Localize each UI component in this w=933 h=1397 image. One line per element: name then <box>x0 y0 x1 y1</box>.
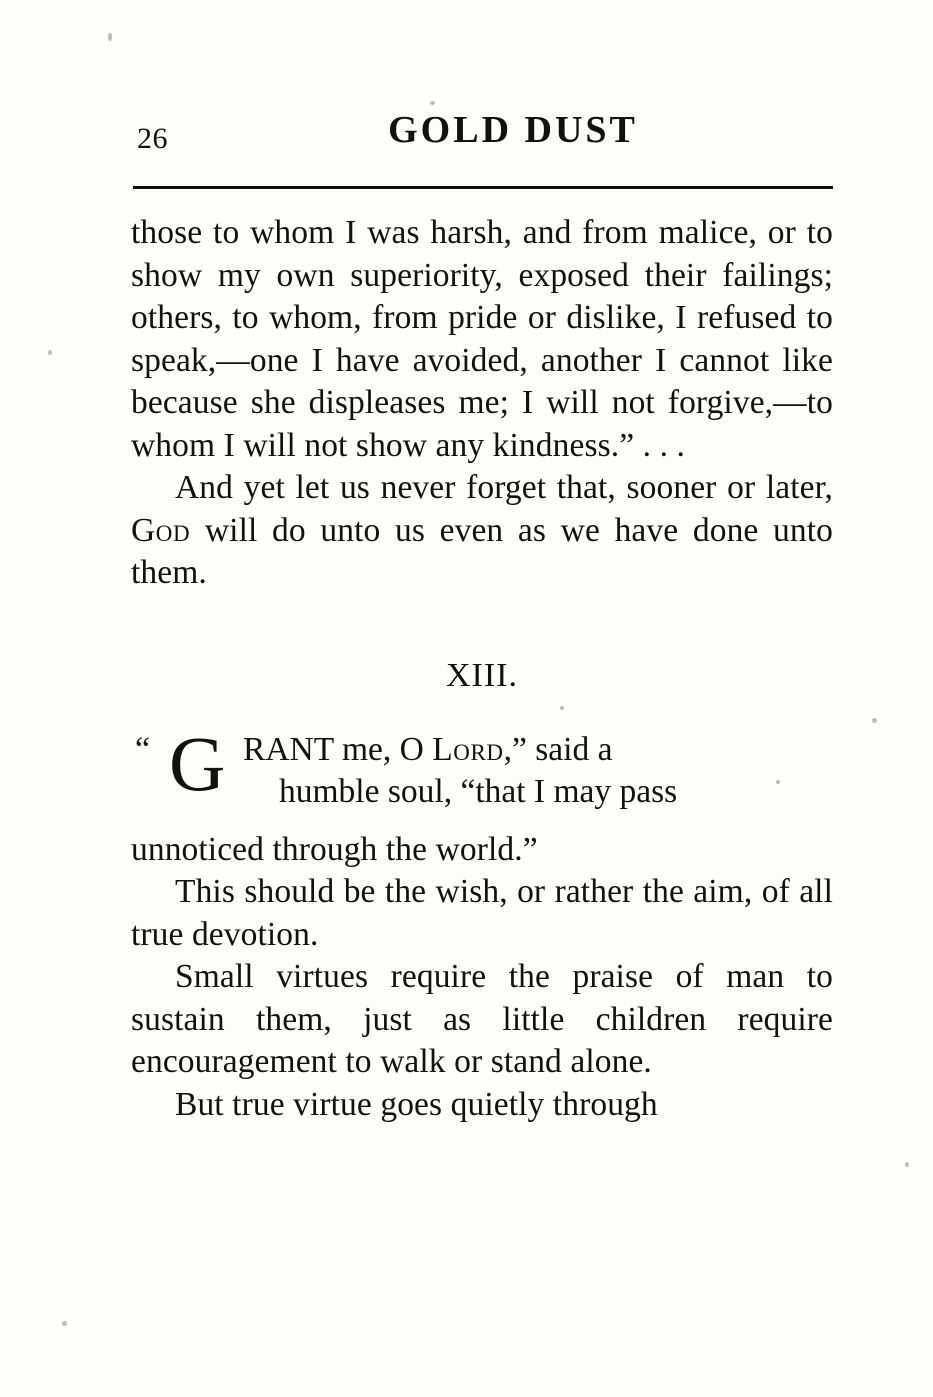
paper-speck <box>905 1162 909 1167</box>
drop-cap-letter: G <box>169 719 226 807</box>
paragraph-continued: those to whom I was harsh, and from malice, or to show my own superiority, exposed their failings; others, to whom, from pride or dislike, I refused to speak,—one I have avoided, another I cannot like because she displeases me; I will not forgive,—to whom I will not show any kindness.” . . . <box>131 214 833 464</box>
dropcap-block <box>131 719 833 825</box>
page-header <box>133 108 833 164</box>
opening-quotation-mark: “ <box>135 730 151 768</box>
small-caps-lord: Lord <box>432 730 504 768</box>
paper-speck <box>62 1321 67 1326</box>
running-title: GOLD DUST <box>388 109 638 151</box>
small-caps-god: God <box>131 511 191 549</box>
page-number: 26 <box>137 122 168 155</box>
paragraph-unnoticed: unnoticed through the world.” <box>131 830 538 868</box>
header-rule <box>133 186 833 189</box>
paragraph-and-yet-pre: And yet let us never forget that, sooner or later, <box>175 469 833 506</box>
paper-speck <box>48 350 52 355</box>
paper-speck <box>872 718 877 723</box>
dropcap-first-line <box>131 729 833 772</box>
chapter-number: XIII. <box>445 656 519 694</box>
dropcap-first-line-post: ,” said a <box>503 730 613 768</box>
paragraph-and-yet <box>131 467 833 595</box>
paper-speck <box>430 101 435 105</box>
dropcap-second-line: humble soul, “that I may pass <box>279 773 678 810</box>
paragraph-and-yet-post: will do unto us even as we have done unto them. <box>131 511 833 591</box>
page-body <box>131 212 833 1126</box>
paragraph-but-true-virtue: But true virtue goes quietly through <box>175 1085 658 1123</box>
paragraph-small-virtues: Small virtues require the praise of man to sustain them, just as little children require encouragement to walk or stand alone. <box>131 958 833 1080</box>
dropcap-first-line-pre: RANT me, O <box>243 730 433 768</box>
paragraph-this-should-be: This should be the wish, or rather the aim, of all true devotion. <box>131 873 833 953</box>
paper-speck <box>108 33 112 41</box>
